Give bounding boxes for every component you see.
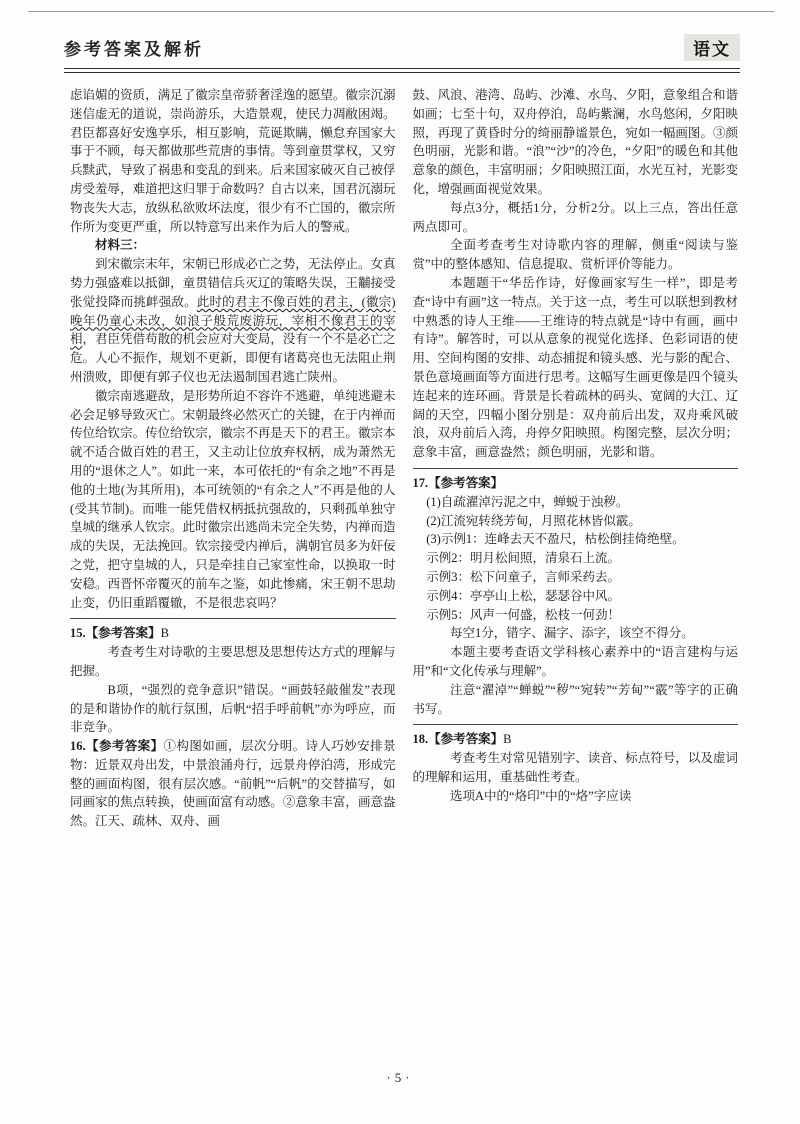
paragraph	[413, 199, 739, 237]
paragraph	[70, 236, 396, 255]
page-number: ·5·	[386, 1070, 414, 1085]
right-column	[413, 86, 739, 1058]
section-divider	[70, 618, 396, 619]
text-run: 示例4：亭亭山上松，瑟瑟谷中风。	[426, 588, 621, 603]
text-run: (1)自疏濯淖污泥之中，蝉蜕于浊秽。	[426, 494, 629, 509]
text-run: 考查考生对常见错别字、读音、标点符号，以及虚词的理解和运用，重基础性考查。	[412, 751, 738, 784]
text-run: (2)江流宛转绕芳甸，月照花林皆似霰。	[426, 513, 641, 528]
text-run: 鼓、风浪、港湾、岛屿、沙滩、水鸟、夕阳，意象组合和谐如画；七至十句，双舟停泊，岛屿紫澜，水鸟悠闲，夕阳映照，再现了黄昏时分的绮丽静谧景色，宛如一幅画图。③颜色明丽，光影和谐。“浪”“沙”的冷色，“夕阳”的暖色和其他意象的颜色，丰富明丽；夕阳映照江面，水光互衬，光影变化，增强画面视觉效果。	[412, 88, 738, 196]
paragraph	[70, 387, 396, 613]
paragraph	[70, 681, 396, 737]
answer-18	[413, 730, 739, 749]
bold-text: 【参考答案】	[85, 739, 164, 754]
bold-text: 【参考答案】	[85, 626, 161, 641]
text-run: 示例3：松下问童子，言师采药去。	[426, 569, 621, 584]
bold-text: 材料三：	[95, 238, 146, 253]
paragraph	[413, 787, 739, 806]
text-run: 示例2：明月松间照，清泉石上流。	[426, 551, 621, 566]
text-run: 考查考生对诗歌的主要思想及思想传达方式的理解与把握。	[70, 645, 396, 678]
paragraph	[413, 587, 739, 606]
text-run: B	[503, 732, 512, 747]
paragraph	[413, 568, 739, 587]
wavy-underlined-text: 此时的君主不像百姓的君主，(徽宗)晚年仍童心未改，如浪子般荒废游玩，宰相不像君王的宰相	[70, 294, 396, 347]
paragraph	[413, 624, 739, 643]
bold-text: 17.	[412, 475, 429, 490]
bold-text: 【参考答案】	[428, 732, 504, 747]
text-run: 示例5：风声一何盛，松枝一何劲！	[426, 607, 621, 622]
section-divider	[413, 468, 739, 469]
bold-text: 18.	[412, 732, 429, 747]
text-run: 每空1分，错字、漏字、添字，该空不得分。	[450, 626, 694, 641]
bold-text: 15.	[70, 626, 86, 641]
text-run: 到宋徽宗末年，宋朝已形成必亡之势，无法停止。女真势力强盛难以抵御，童贯错信兵灭辽的策略失误，王黼接受张觉投降而挑衅强敌。	[70, 257, 396, 309]
page-title: 参考答案及解析	[64, 40, 204, 59]
paragraph	[413, 643, 739, 681]
paragraph	[413, 236, 739, 274]
subject-label: 语文	[684, 34, 740, 61]
text-run: 全面考查考生对诗歌内容的理解，侧重“阅读与鉴赏”中的整体感知、信息提取、赏析评价等能力。	[412, 238, 738, 272]
answer-16	[70, 737, 396, 831]
bold-text: 【参考答案】	[428, 475, 504, 490]
left-column	[70, 86, 396, 1058]
page-header	[64, 34, 740, 61]
text-run: 每点3分，概括1分，分析2分。以上三点，答出任意两点即可。	[412, 200, 738, 234]
two-column-body	[70, 86, 738, 1058]
answer-15	[70, 624, 396, 643]
text-run: B项，“强烈的竞争意识”错误。“画鼓轻敲催发”表现的是和谐协作的航行氛围，后帆“招手呼前帆”亦为呼应，而非竞争。	[70, 682, 396, 735]
text-run: 徽宗南逃避敌，是形势所迫不容许不逃避，单纯逃避未必会足够导致灭亡。宋朝最终必然灭亡的关键，在于内禅而传位给钦宗。传位给钦宗，徽宗不再是天下的君王。徽宗本就不适合做百姓的君王，又主动让位放弃权柄，成为萧然无用的“退休之人”。如此一来，本可依托的“有余之地”不再是他的土地(为其所用)，本可统领的“有余之人”不再是他的人(受其节制)。而唯一能凭借权柄抵抗强敌的，只剩孤单独守皇城的继承人钦宗。此时徽宗出逃尚未完全失势，内禅而造成的失误，无法挽回。钦宗接受内禅后，满朝官员多为奸佞之党，把守皇城的人，只是牵挂自己家室性命，以换取一时安稳。西晋怀帝覆灭的前车之鉴，如此惨痛，宋王朝不思劫止变，仍旧重蹈覆辙，不是很悲哀吗？	[70, 388, 396, 610]
page-frame-top-line	[28, 11, 774, 12]
paragraph	[70, 643, 396, 681]
paragraph	[413, 86, 739, 199]
section-divider	[413, 724, 739, 725]
text-run: B	[160, 626, 169, 641]
paragraph	[413, 493, 739, 512]
paragraph	[413, 606, 739, 625]
paragraph	[70, 255, 396, 387]
text-run: 本题主要考查语文学科核心素养中的“语言建构与运用”和“文化传承与理解”。	[412, 645, 738, 678]
bold-text: 16.	[70, 739, 86, 754]
answer-17	[413, 474, 739, 493]
paragraph	[413, 749, 739, 787]
text-run: (3)示例1：连峰去天不盈尺，枯松倒挂倚绝壁。	[426, 532, 685, 547]
text-run: 本题题干“华岳作诗，好像画家写生一样”，即是考查“诗中有画”这一特点。关于这一点，考生可以联想到教材中熟悉的诗人王维——王维诗的特点就是“诗中有画，画中有诗”。解答时，可以从意象的视觉化选择、色彩词语的使用、空间构图的安排、动态捕捉和镜头感、光与影的配合、景色意境画面等方面进行思考。这幅写生画更像是四个镜头连起来的连环画。背景是长着疏林的码头、宽阔的大江、辽阔的天空，四幅小图分别是：双舟前后出发，双舟乘风破浪，双舟前后入湾，舟停夕阳映照。构图完整，层次分明；意象丰富，画意盎然；颜色明丽，光影和谐。	[412, 275, 738, 460]
text-run: 虑谄媚的资质，满足了徽宗皇帝骄奢淫逸的愿望。徽宗沉溺迷信虚无的道说，崇尚游乐，大造景观，使民力凋敝困竭。君臣都喜好安逸享乐，相互影响，荒诞欺瞒，懒怠弃国家大事于不顾，每天都做那些荒唐的事情。等到童贯掌权，又穷兵黩武，导致了祸患和变乱的到来。后来国家破灭自己被俘虏受羞辱，难道把这归罪于命数吗？自古以来，国君沉溺玩物丧失大志，放纵私欲败坏法度，很少有不亡国的，徽宗所作所为变更严重，所以特意写出来作为后人的警戒。	[70, 88, 396, 234]
text-run: 选项A中的“烙印”中的“烙”字应读	[450, 788, 632, 803]
text-run: ，君臣凭借苟散的机会应对大变局，没有一个不是必亡之危。人心不振作，规划不更新，即便有诸葛亮也无法阻止荆州溃败，即便有郭子仪也无法遏制国君逃亡陕州。	[70, 332, 396, 384]
paragraph	[413, 681, 739, 719]
header-double-rule	[64, 68, 740, 73]
paragraph	[413, 274, 739, 462]
paragraph	[413, 512, 739, 531]
paragraph	[413, 549, 739, 568]
paragraph	[413, 530, 739, 549]
text-run: ①构图如画，层次分明。诗人巧妙安排景物：近景双舟出发，中景浪涌舟行，远景舟停泊湾，形成完整的画面构图，很有层次感。“前帆”“后帆”的交替描写，如同画家的焦点转换，使画面富有动感。②意象丰富，画意盎然。江天、疏林、双舟、画	[70, 739, 396, 829]
paragraph	[70, 86, 396, 236]
text-run: 注意“濯淖”“蝉蜕”“秽”“宛转”“芳甸”“霰”等字的正确书写。	[412, 682, 738, 716]
